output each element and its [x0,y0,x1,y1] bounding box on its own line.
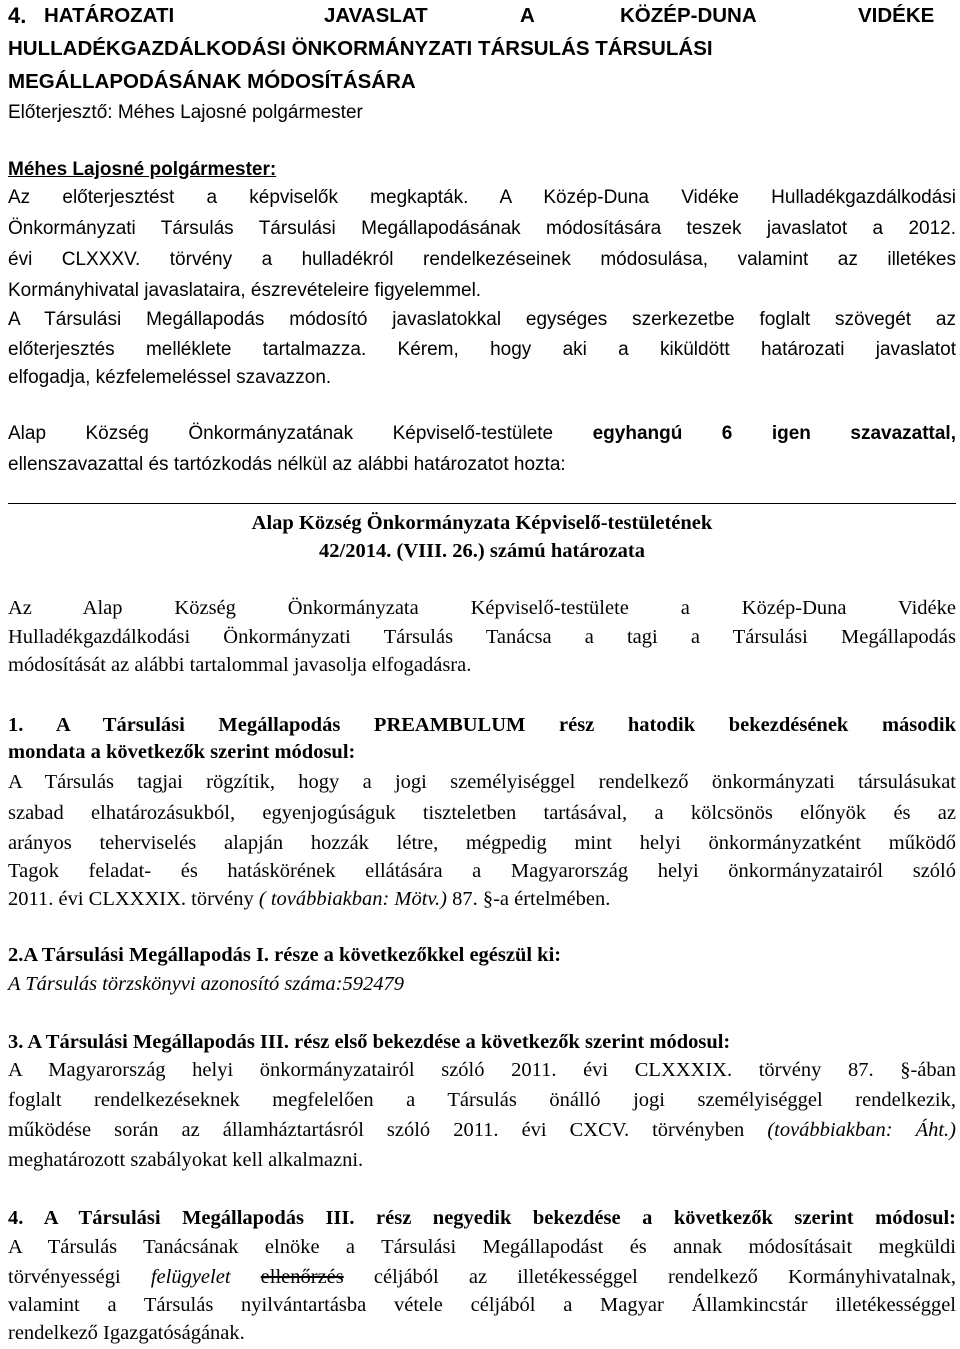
section-divider [8,503,956,504]
supervision-rest: céljából az illetékességgel rendelkező Kormányhivatalnak, [343,1266,956,1288]
point-4-heading: 4. A Társulási Megállapodás III. rész negyedik bekezdése a következők szerint módosul: [8,1207,956,1229]
intro-line: A Társulási Megállapodás módosító javaslatokkal egységes szerkezetbe foglalt szövegét az [8,309,956,330]
point-2-heading: 2.A Társulási Megállapodás I. része a következőkkel egészül ki: [8,944,562,966]
heading-word-3: A [520,4,535,27]
speaker-name: Méhes Lajosné polgármester: [8,159,277,180]
agenda-heading-line2: HULLADÉKGAZDÁLKODÁSI ÖNKORMÁNYZATI TÁRSULÁS TÁRSULÁSI [8,37,713,60]
budget-law-text: működése során az államháztartásról szóló 2011. évi CXCV. törvényben [8,1119,768,1141]
resolution-line: Hulladékgazdálkodási Önkormányzati Társulás Tanácsa a tagi a Társulási Megállapodás [8,626,956,648]
supervision-text: törvényességi [8,1266,151,1288]
presenter-line: Előterjesztő: Méhes Lajosné polgármester [8,102,363,123]
agenda-heading-line1 [8,0,956,31]
law-reference: 2011. évi CLXXXIX. törvény [8,888,259,910]
point-1-line: Tagok feladat- és hatáskörének ellátására a Magyarország helyi önkormányzatairól szóló [8,860,956,882]
agenda-heading-line3: MEGÁLLAPODÁSÁNAK MÓDOSÍTÁSÁRA [8,70,416,93]
supervision-word: felügyelet [150,1266,231,1288]
struck-word: ellenőrzés [260,1266,344,1288]
registry-id-line: A Társulás törzskönyvi azonosító száma:592479 [8,973,404,995]
point-1-heading-cont: mondata a következők szerint módosul: [8,741,356,763]
intro-line: előterjesztés melléklete tartalmazza. Kérem, hogy aki a kiküldött határozati javaslatot [8,339,956,360]
intro-line: évi CLXXXV. törvény a hulladékról rendelkezéseinek módosulása, valamint az illetékes [8,249,956,270]
point-4-line: rendelkező Igazgatóságának. [8,1322,245,1344]
law-abbreviation: ( továbbiakban: Mötv.) [258,888,447,910]
budget-law-abbreviation: (továbbiakban: Áht.) [767,1119,956,1141]
heading-word-5: VIDÉKE [858,4,935,27]
vote-line-1 [8,418,956,449]
point-4-line: A Társulás Tanácsának elnöke a Társulási Megállapodást és annak módosításait megküldi [8,1236,956,1258]
vote-line-2: ellenszavazattal és tartózkodás nélkül az alábbi határozatot hozta: [8,454,566,475]
vote-text: Alap Község Önkormányzatának Képviselő-testülete [8,423,554,444]
law-section: 87. §-a értelmében. [446,888,611,910]
intro-line: Az előterjesztést a képviselők megkapták. A Közép-Duna Vidéke Hulladékgazdálkodási [8,187,956,208]
point-1-heading: 1. A Társulási Megállapodás PREAMBULUM rész hatodik bekezdésének második [8,714,956,736]
point-3-line: A Magyarország helyi önkormányzatairól szóló 2011. évi CLXXXIX. törvény 87. §-ában [8,1059,956,1081]
intro-line: Kormányhivatal javaslataira, észrevételeire figyelemmel. [8,280,482,301]
intro-line: Önkormányzati Társulás Társulási Megállapodásának módosítására teszek javaslatot a 2012. [8,218,956,239]
point-1-line: A Társulás tagjai rögzítik, hogy a jogi személyiséggel rendelkező önkormányzati társulásukat [8,771,956,793]
point-3-line-3 [8,1115,956,1146]
point-4-line: valamint a Társulás nyilvántartásba vétele céljából a Magyar Államkincstár illetékességgel [8,1294,956,1316]
resolution-number: 42/2014. (VIII. 26.) számú határozata [319,540,645,562]
point-4-line-2 [8,1262,956,1293]
point-1-last-line [8,884,956,915]
point-3-heading: 3. A Társulási Megállapodás III. rész első bekezdése a következők szerint módosul: [8,1031,731,1053]
resolution-line: módosítását az alábbi tartalommal javasolja elfogadásra. [8,654,472,676]
heading-word-2: JAVASLAT [324,4,428,27]
agenda-number: 4. [8,3,27,28]
heading-word-1: HATÁROZATI [44,4,175,27]
point-3-line: foglalt rendelkezéseknek megfelelően a Társulás önálló jogi személyiséggel rendelkezik, [8,1089,956,1111]
heading-word-4: KÖZÉP-DUNA [620,4,757,27]
point-3-line: meghatározott szabályokat kell alkalmazni. [8,1149,364,1171]
resolution-title: Alap Község Önkormányzata Képviselő-testületének [251,512,713,534]
resolution-line: Az Alap Község Önkormányzata Képviselő-testülete a Közép-Duna Vidéke [8,597,956,619]
vote-result: egyhangú 6 igen szavazattal, [592,423,956,444]
speaker-label [8,154,956,185]
point-1-line: arányos teherviselés alapján hozzák létre, mégpedig mint helyi önkormányzatként működő [8,832,956,854]
intro-line: elfogadja, kézfelemeléssel szavazzon. [8,367,332,388]
point-1-line: szabad elhatározásukból, egyenjogúságuk tiszteletben tartásával, a kölcsönös előnyök és az [8,802,956,824]
